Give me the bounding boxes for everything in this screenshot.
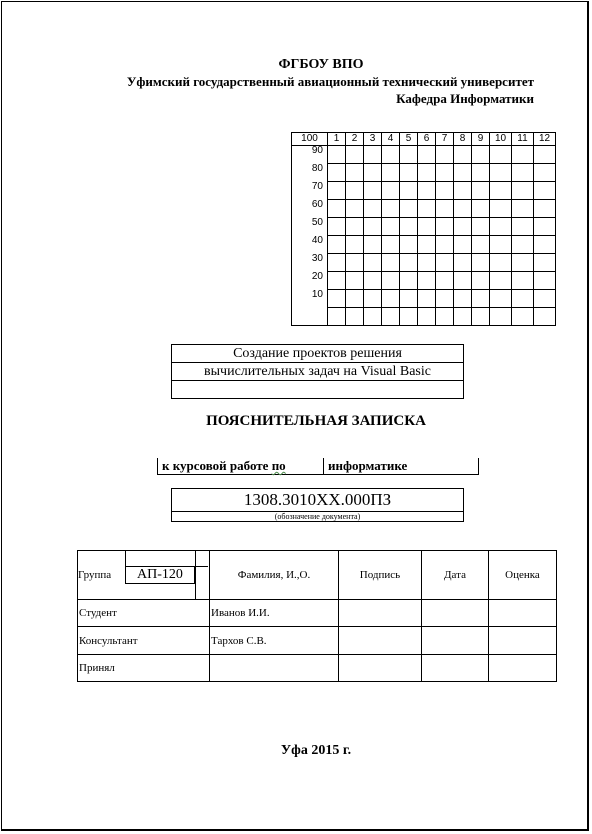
date-cell xyxy=(422,600,489,627)
grid-cell xyxy=(382,200,400,218)
grid-cell xyxy=(346,308,364,326)
grid-cell xyxy=(328,164,346,182)
grid-cell xyxy=(534,146,556,164)
grid-row-label: 80 xyxy=(292,164,328,182)
grid-cell xyxy=(436,254,454,272)
role-cell: Студент xyxy=(78,600,210,627)
grid-corner-label: 100 xyxy=(292,133,328,146)
header-date: Дата xyxy=(422,551,489,600)
grid-cell xyxy=(454,200,472,218)
group-divider xyxy=(125,551,126,566)
grid-cell xyxy=(454,164,472,182)
grid-cell xyxy=(512,254,534,272)
grid-row xyxy=(292,182,556,200)
grid-cell xyxy=(400,254,418,272)
note-title: ПОЯСНИТЕЛЬНАЯ ЗАПИСКА xyxy=(206,413,426,429)
grid-cell xyxy=(490,200,512,218)
course-line xyxy=(157,458,479,475)
grid-cell xyxy=(490,218,512,236)
grid-column-label: 12 xyxy=(534,133,556,146)
grid-cell xyxy=(364,146,382,164)
university-name: Уфимский государственный авиационный технический университет xyxy=(126,74,534,89)
grid-cell xyxy=(418,182,436,200)
org-name: ФГБОУ ВПО xyxy=(278,57,364,72)
grid-cell xyxy=(382,218,400,236)
grid-cell xyxy=(418,290,436,308)
course-label-cell xyxy=(158,458,324,475)
grid-cell xyxy=(472,200,490,218)
grid-cell xyxy=(400,182,418,200)
grid-row-label: 20 xyxy=(292,272,328,290)
name-cell: Иванов И.И. xyxy=(210,600,339,627)
header-name: Фамилия, И.,О. xyxy=(210,551,339,600)
grid-cell xyxy=(534,218,556,236)
grid-cell xyxy=(512,164,534,182)
grid-column-label: 6 xyxy=(418,133,436,146)
grid-column-label: 2 xyxy=(346,133,364,146)
grid-cell xyxy=(328,182,346,200)
grid-cell xyxy=(346,236,364,254)
grid-cell xyxy=(534,236,556,254)
grid-cell xyxy=(346,254,364,272)
grid-cell xyxy=(328,236,346,254)
grid-row xyxy=(292,200,556,218)
grid-cell xyxy=(512,236,534,254)
grid-cell xyxy=(490,272,512,290)
grid-cell xyxy=(418,254,436,272)
grid-cell xyxy=(328,200,346,218)
department-name: Кафедра Информатики xyxy=(396,91,534,106)
grid-row-label: 30 xyxy=(292,254,328,272)
header-grade: Оценка xyxy=(489,551,557,600)
grid-cell xyxy=(472,254,490,272)
grid-cell xyxy=(382,236,400,254)
grid-cell xyxy=(346,182,364,200)
grid-cell xyxy=(534,308,556,326)
grid-cell xyxy=(454,308,472,326)
grid-cell xyxy=(472,272,490,290)
grid-column-label: 5 xyxy=(400,133,418,146)
date-cell xyxy=(422,655,489,682)
grid-cell xyxy=(454,236,472,254)
grid-cell xyxy=(454,290,472,308)
grid-cell xyxy=(364,272,382,290)
grid-cell xyxy=(364,164,382,182)
signature-cell xyxy=(339,600,422,627)
grid-row xyxy=(292,146,556,164)
role-cell: Принял xyxy=(78,655,210,682)
table-row xyxy=(78,627,557,655)
grid-cell xyxy=(400,164,418,182)
course-label: к курсовой работе по xyxy=(162,458,286,473)
grid-cell xyxy=(400,200,418,218)
grid-cell xyxy=(346,164,364,182)
signature-cell xyxy=(339,655,422,682)
grid-column-label: 11 xyxy=(512,133,534,146)
grid-cell xyxy=(512,146,534,164)
grid-cell xyxy=(382,254,400,272)
grid-column-label: 8 xyxy=(454,133,472,146)
grid-cell xyxy=(436,272,454,290)
grid-cell xyxy=(512,182,534,200)
grid-cell xyxy=(400,272,418,290)
grid-cell xyxy=(364,200,382,218)
grid-cell xyxy=(364,308,382,326)
grid-cell xyxy=(472,146,490,164)
grid-cell xyxy=(382,290,400,308)
grid-cell xyxy=(490,290,512,308)
grid-cell xyxy=(436,308,454,326)
grid-header-row xyxy=(292,133,556,146)
grid-cell xyxy=(328,308,346,326)
grid-cell xyxy=(454,146,472,164)
signatures-table xyxy=(77,550,557,682)
grid-row-label: 40 xyxy=(292,236,328,254)
grid-cell xyxy=(490,164,512,182)
grid-row xyxy=(292,218,556,236)
grid-cell xyxy=(512,290,534,308)
grid-row xyxy=(292,272,556,290)
group-divider xyxy=(195,566,208,567)
grid-cell xyxy=(382,272,400,290)
group-divider xyxy=(195,551,196,599)
table-row xyxy=(78,655,557,682)
grid-cell xyxy=(534,164,556,182)
grid-cell xyxy=(534,254,556,272)
grid-cell xyxy=(454,272,472,290)
grid-row xyxy=(292,308,556,326)
grid-cell xyxy=(418,164,436,182)
spellcheck-marked-word: по xyxy=(271,458,286,473)
grid-cell xyxy=(400,146,418,164)
group-value: АП-120 xyxy=(125,566,195,584)
role-cell: Консультант xyxy=(78,627,210,655)
grid-cell xyxy=(364,290,382,308)
grade-cell xyxy=(489,600,557,627)
grid-cell xyxy=(472,182,490,200)
grid-cell xyxy=(490,236,512,254)
grid-cell xyxy=(436,146,454,164)
grid-row xyxy=(292,254,556,272)
grid-row-label: 70 xyxy=(292,182,328,200)
grid-row xyxy=(292,236,556,254)
grid-cell xyxy=(418,236,436,254)
project-title-line: вычислительных задач на Visual Basic xyxy=(172,363,464,381)
grid-cell xyxy=(534,290,556,308)
project-title-line xyxy=(172,381,464,399)
project-title-table xyxy=(171,344,464,399)
grid-row-label: 60 xyxy=(292,200,328,218)
name-cell xyxy=(210,655,339,682)
grid-cell xyxy=(328,218,346,236)
grid-cell xyxy=(436,236,454,254)
grid-cell xyxy=(418,272,436,290)
grid-cell xyxy=(512,272,534,290)
grid-cell xyxy=(534,182,556,200)
grid-column-label: 3 xyxy=(364,133,382,146)
group-cell xyxy=(78,551,210,600)
grid-cell xyxy=(328,254,346,272)
grade-grid xyxy=(291,132,556,326)
grid-cell xyxy=(346,146,364,164)
grid-row xyxy=(292,164,556,182)
grid-cell xyxy=(436,218,454,236)
grid-cell xyxy=(382,146,400,164)
grid-cell xyxy=(472,308,490,326)
grid-cell xyxy=(400,236,418,254)
grid-cell xyxy=(364,218,382,236)
grid-cell xyxy=(436,290,454,308)
grid-column-label: 4 xyxy=(382,133,400,146)
date-cell xyxy=(422,627,489,655)
grid-cell xyxy=(472,164,490,182)
grid-cell xyxy=(328,290,346,308)
grid-cell xyxy=(418,308,436,326)
grid-cell xyxy=(382,182,400,200)
grid-cell xyxy=(364,254,382,272)
grid-cell xyxy=(490,254,512,272)
grid-cell xyxy=(364,236,382,254)
table-row xyxy=(78,600,557,627)
grid-cell xyxy=(346,218,364,236)
document-number: 1308.3010XX.000ПЗ xyxy=(171,488,464,512)
grid-cell xyxy=(436,200,454,218)
grid-cell xyxy=(436,182,454,200)
grid-row xyxy=(292,290,556,308)
course-subject: информатике xyxy=(324,458,479,475)
grid-cell xyxy=(512,218,534,236)
grid-cell xyxy=(490,308,512,326)
grid-column-label: 1 xyxy=(328,133,346,146)
grid-cell xyxy=(472,236,490,254)
city-year: Уфа 2015 г. xyxy=(280,743,352,758)
grid-column-label: 9 xyxy=(472,133,490,146)
grid-cell xyxy=(512,200,534,218)
name-cell: Тархов С.В. xyxy=(210,627,339,655)
grade-cell xyxy=(489,627,557,655)
grid-cell xyxy=(490,182,512,200)
grid-cell xyxy=(454,218,472,236)
grid-cell xyxy=(346,200,364,218)
grid-cell xyxy=(454,254,472,272)
grid-cell xyxy=(328,272,346,290)
grid-cell xyxy=(346,290,364,308)
grid-cell xyxy=(400,218,418,236)
grid-cell xyxy=(418,200,436,218)
grid-cell xyxy=(382,308,400,326)
document-caption: (обозначение документа) xyxy=(171,512,464,522)
signature-cell xyxy=(339,627,422,655)
grid-row-label xyxy=(292,308,328,326)
grid-cell xyxy=(472,290,490,308)
grid-cell xyxy=(382,164,400,182)
grid-cell xyxy=(436,164,454,182)
grid-row-label: 50 xyxy=(292,218,328,236)
grid-cell xyxy=(534,200,556,218)
grid-cell xyxy=(454,182,472,200)
grid-cell xyxy=(328,146,346,164)
grid-cell xyxy=(346,272,364,290)
grid-cell xyxy=(400,308,418,326)
grid-cell xyxy=(534,272,556,290)
grid-column-label: 10 xyxy=(490,133,512,146)
grid-cell xyxy=(400,290,418,308)
grid-row-label: 90 xyxy=(292,146,328,164)
grid-cell xyxy=(472,218,490,236)
header-signature: Подпись xyxy=(339,551,422,600)
grid-cell xyxy=(490,146,512,164)
grid-cell xyxy=(364,182,382,200)
group-label: Группа xyxy=(78,569,112,581)
grid-cell xyxy=(418,218,436,236)
grid-column-label: 7 xyxy=(436,133,454,146)
project-title-line: Создание проектов решения xyxy=(172,345,464,363)
grade-cell xyxy=(489,655,557,682)
grid-cell xyxy=(418,146,436,164)
grid-cell xyxy=(512,308,534,326)
grid-row-label: 10 xyxy=(292,290,328,308)
